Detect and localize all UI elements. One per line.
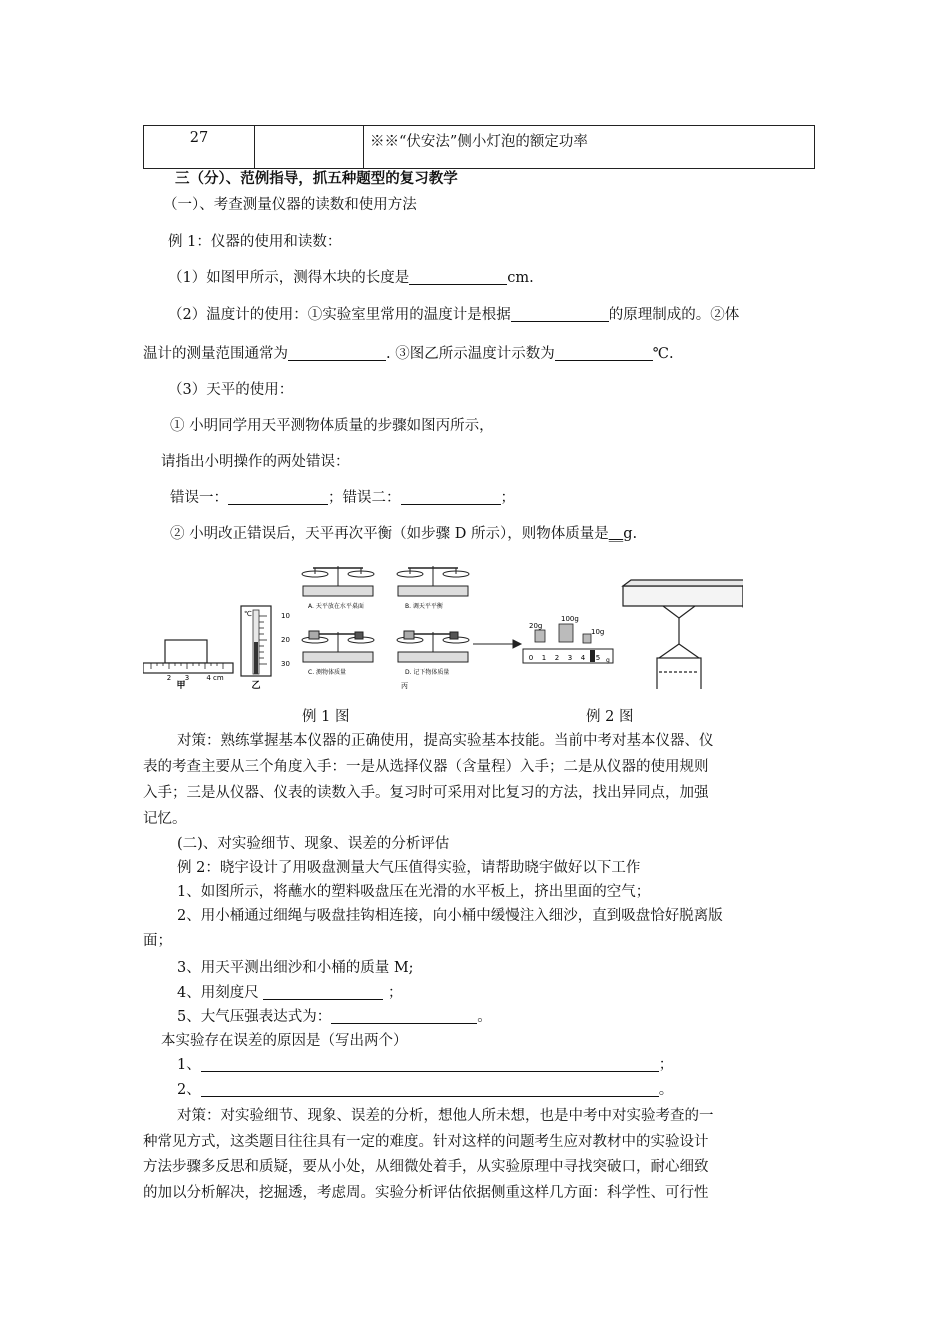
answer-blank xyxy=(263,984,383,1000)
answer-blank xyxy=(409,269,507,285)
balance-caption-d: D. 记下物体质量 xyxy=(405,669,450,676)
weight-label: 10g xyxy=(591,628,605,636)
question-3a: ① 小明同学用天平测物体质量的步骤如图丙所示， xyxy=(170,418,494,434)
answer-blank xyxy=(401,489,501,505)
question-1-text: （1）如图甲所示，测得木块的长度是 xyxy=(168,270,410,286)
figure-caption-2: 例 2 图 xyxy=(586,709,634,725)
balance-caption-c: C. 测物体质量 xyxy=(308,669,347,676)
question-2-text-end: 的原理制成的。②体 xyxy=(608,307,740,323)
step-5-text: 5、大气压强表达式为： xyxy=(177,1009,332,1025)
strategy-2-line: 的加以分析解决，挖掘透，考虑周。实验分析评估依据侧重这样几方面：科学性、可行性 xyxy=(143,1185,709,1201)
answer-blank: __ xyxy=(608,526,624,542)
label-yi: 乙 xyxy=(251,681,261,689)
ruler-tick-label: 3 xyxy=(184,674,190,682)
example2-step-2-cont: 面； xyxy=(143,933,172,949)
subsection-title-2: (二)、对实验细节、现象、误差的分析评估 xyxy=(177,836,450,852)
bucket xyxy=(657,658,701,689)
step-4-text: 4、用刻度尺 xyxy=(177,985,259,1001)
example2-title: 例 2：晓宇设计了用吸盘测量大气压值得实验，请帮助晓宇做好以下工作 xyxy=(177,860,641,876)
question-3: （3）天平的使用： xyxy=(168,382,294,398)
label-bing: 丙 xyxy=(401,682,408,689)
weight-10g xyxy=(583,634,591,643)
strategy-1-line: 记忆。 xyxy=(143,811,187,827)
table-cell-number: 27 xyxy=(144,126,255,169)
balance-c xyxy=(302,631,374,662)
error-reason-2 xyxy=(177,1078,673,1099)
ruler-tick-label: 2 xyxy=(166,674,172,682)
question-2b-unit: ℃. xyxy=(652,346,674,362)
thermometer-tick-label: 20 xyxy=(281,636,290,644)
question-2b-mid: . ③图乙所示温度计示数为 xyxy=(386,346,555,362)
subsection-title-1: （一）、考查测量仪器的读数和使用方法 xyxy=(163,197,417,213)
question-3c xyxy=(170,522,637,543)
slider-rider xyxy=(590,650,595,662)
question-1 xyxy=(168,266,534,287)
strategy-2-line: 方法步骤多反思和质疑，要从小处，从细微处着手，从实验原理中寻找突破口，耐心细致 xyxy=(143,1159,709,1175)
weights-and-scale xyxy=(523,615,613,664)
table-cell-experiment: ※※“伏安法”侧小灯泡的额定功率 xyxy=(364,126,815,169)
table-cell-empty xyxy=(255,126,364,169)
strategy-2-line: 对策：对实验细节、现象、误差的分析，想他人所未想，也是中考中对实验考查的一 xyxy=(177,1108,714,1124)
slider-unit: g xyxy=(606,657,610,664)
example2-step-2: 2、用小桶通过细绳与吸盘挂钩相连接，向小桶中缓慢注入细沙，直到吸盘恰好脱离版 xyxy=(177,908,723,924)
weight-label: 100g xyxy=(561,615,579,623)
example2-step-1: 1、如图所示，将蘸水的塑料吸盘压在光滑的水平板上，挤出里面的空气； xyxy=(177,884,651,900)
balance-figure xyxy=(302,566,521,662)
ruler-figure xyxy=(143,640,233,689)
example2-step-4 xyxy=(177,981,402,1002)
answer-blank xyxy=(201,1081,659,1097)
step-4-end: ； xyxy=(387,985,403,1001)
reason-1-number: 1、 xyxy=(177,1057,201,1073)
reason-1-end: ； xyxy=(658,1057,674,1073)
slider-tick-label: 3 xyxy=(567,654,573,662)
balance-caption-a: A. 天平放在水平桌面 xyxy=(308,603,364,610)
error-reason-1 xyxy=(177,1053,673,1074)
answer-blank xyxy=(555,345,653,361)
wooden-block xyxy=(165,640,207,663)
question-3b: 请指出小明操作的两处错误： xyxy=(161,454,350,470)
question-2 xyxy=(168,303,739,324)
thermometer-tick-label: 10 xyxy=(281,612,290,620)
horizontal-board xyxy=(623,586,743,606)
answer-blank xyxy=(288,345,386,361)
suction-cup-figure xyxy=(623,580,743,689)
error-1-label: 错误一： xyxy=(170,490,228,506)
ruler xyxy=(143,663,233,673)
balance-a xyxy=(302,566,374,596)
balance-caption-b: B. 调天平平衡 xyxy=(405,603,443,610)
question-3c-unit: g. xyxy=(623,526,638,542)
suction-cup xyxy=(663,606,695,618)
error-intro: 本实验存在误差的原因是（写出两个） xyxy=(161,1033,408,1049)
error-end: ； xyxy=(500,490,515,506)
balance-d xyxy=(397,631,469,662)
question-2-continued xyxy=(143,342,674,363)
question-2-text: （2）温度计的使用：①实验室里常用的温度计是根据 xyxy=(168,307,511,323)
label-jia: 甲 xyxy=(176,681,186,689)
question-3c-text: ② 小明改正错误后，天平再次平衡（如步骤 D 所示），则物体质量是 xyxy=(170,526,609,542)
strategy-1-line: 对策：熟练掌握基本仪器的正确使用，提高实验基本技能。当前中考对基本仪器、仪 xyxy=(177,733,714,749)
example1-title: 例 1：仪器的使用和读数： xyxy=(168,234,342,250)
section-title: 三（分）、范例指导，抓五种题型的复习教学 xyxy=(175,170,458,187)
error-2-label: ；错误二： xyxy=(328,490,401,506)
example-figures xyxy=(143,554,743,689)
weight-label: 20g xyxy=(529,622,543,630)
table-row xyxy=(144,126,815,169)
balance-b xyxy=(397,566,469,596)
thermometer-figure xyxy=(241,606,290,689)
example2-step-3: 3、用天平测出细沙和小桶的质量 M; xyxy=(177,960,414,976)
weight-100g xyxy=(559,624,573,642)
thermometer-tick-label: 30 xyxy=(281,660,290,668)
strategy-1-line: 入手；三是从仪器、仪表的读数入手。复习时可采用对比复习的方法，找出异同点，加强 xyxy=(143,785,709,801)
answer-blank xyxy=(201,1056,659,1072)
answer-blank xyxy=(511,306,609,322)
slider-tick-label: 4 xyxy=(580,654,586,662)
thermometer-unit: ℃ xyxy=(244,610,252,618)
summary-table xyxy=(143,125,815,169)
slider-tick-label: 0 xyxy=(528,654,534,662)
slider-tick-label: 5 xyxy=(595,654,601,662)
step-5-end: 。 xyxy=(477,1009,492,1025)
slider-tick-label: 1 xyxy=(541,654,547,662)
answer-blank xyxy=(331,1008,477,1024)
strategy-2-line: 种常见方式，这类题目往往具有一定的难度。针对这样的问题考生应对教材中的实验设计 xyxy=(143,1134,709,1150)
thermometer-liquid xyxy=(254,642,258,674)
reason-2-end: 。 xyxy=(658,1082,674,1098)
strategy-1-line: 表的考查主要从三个角度入手：一是从选择仪器（含量程）入手；二是从仪器的使用规则 xyxy=(143,759,709,775)
weight-20g xyxy=(535,630,545,642)
reason-2-number: 2、 xyxy=(177,1082,201,1098)
question-2b-text: 温计的测量范围通常为 xyxy=(143,346,288,362)
figure-caption-1: 例 1 图 xyxy=(302,709,350,725)
example2-step-5 xyxy=(177,1005,492,1026)
question-1-unit: cm. xyxy=(507,270,534,286)
slider-tick-label: 2 xyxy=(554,654,560,662)
answer-blank xyxy=(228,489,328,505)
error-blanks xyxy=(170,486,515,507)
ruler-tick-label: 4 cm xyxy=(206,674,224,682)
